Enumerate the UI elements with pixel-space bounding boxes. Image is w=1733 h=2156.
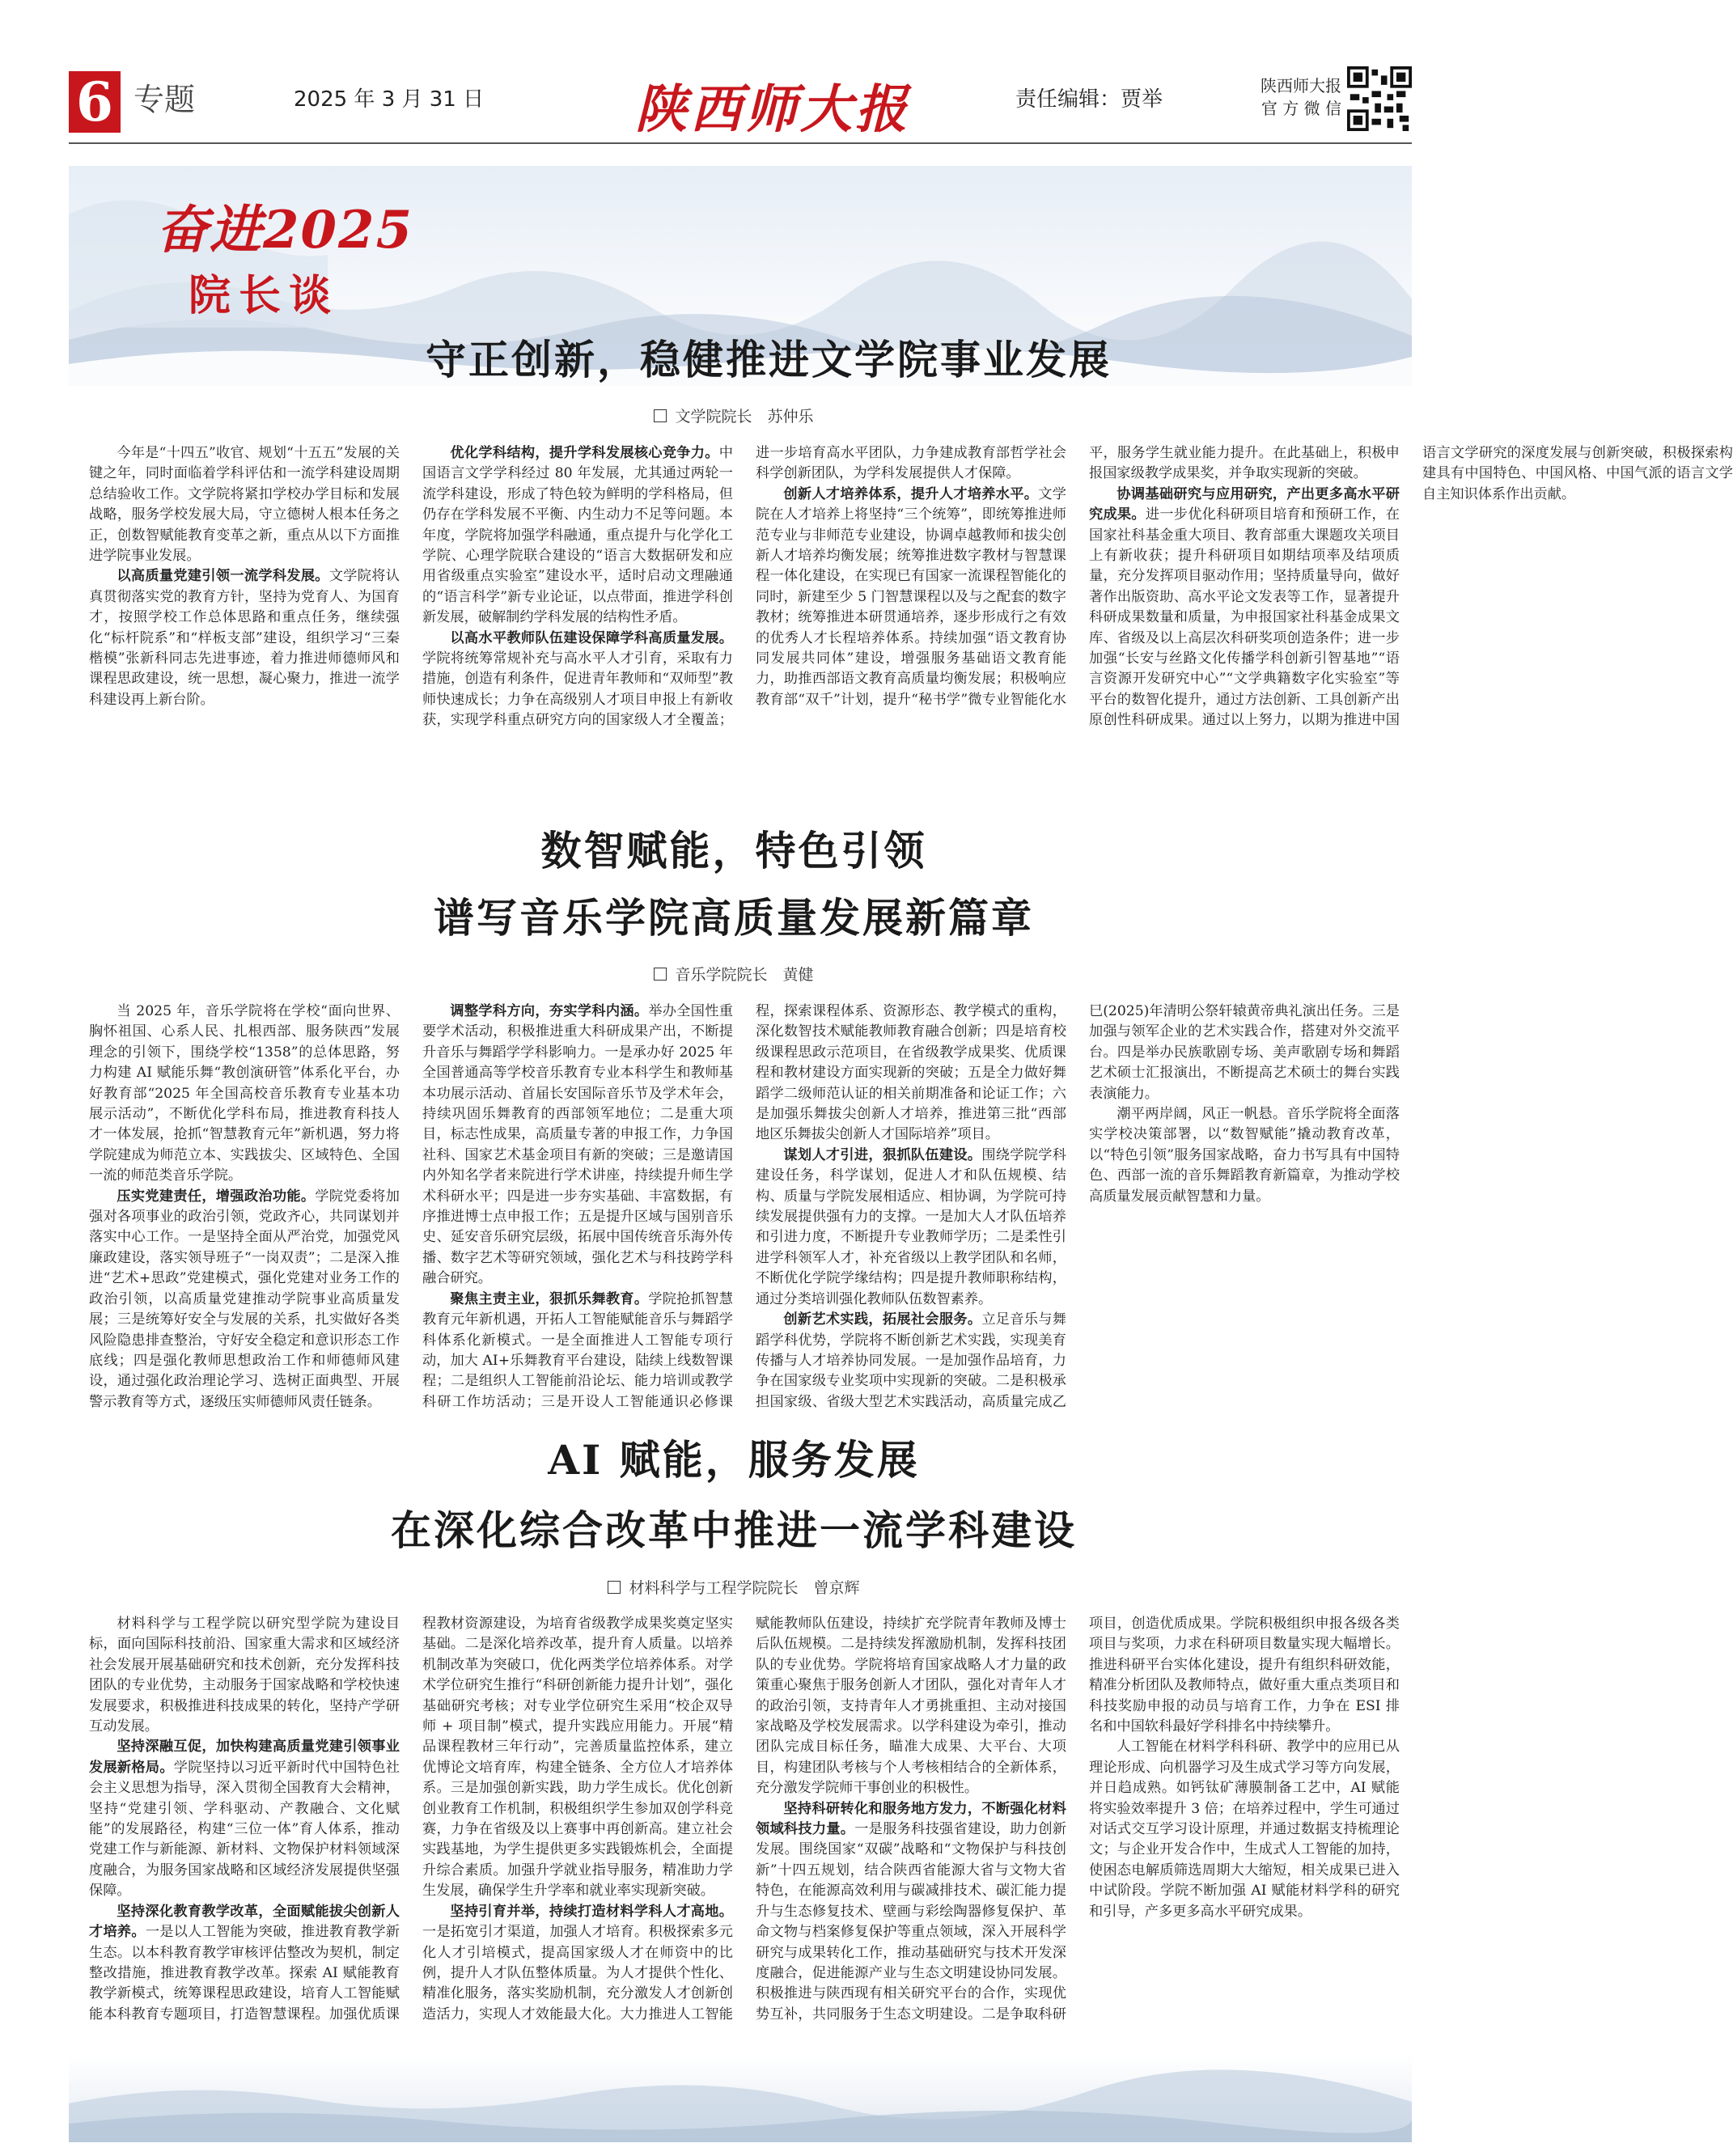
article2-byline <box>0 963 1468 985</box>
article3-byline <box>0 1576 1468 1598</box>
body-paragraph <box>1089 1737 1400 1922</box>
article1-byline <box>0 405 1468 426</box>
paragraph-heading: 以高质量党建引领一流学科发展。 <box>117 568 329 585</box>
paragraph-text: 学院党委将加强对各项事业的政治引领，党政齐心，共同谋划并落实中心工作。一是坚持全面从严治党，加强党风廉政建设，落实领导班子“一岗双责”；二是深入推进“艺术+思政”党建模式，强化党建对业务工作的政治引领，以高质量党建推动学院事业高质量发展；三是统筹好安全与发展的关系，扎实做好各类风险隐患排查整治，守好安全稳定和意识形态工作底线；四是强化教师思想政治工作和师德师风建设，通过强化政治理论学习、选树正面典型、开展警示教育等方式，逐级压实师德师风责任链条。 <box>89 1188 400 1410</box>
wechat-caption-line1: 陕西师大报 <box>1261 76 1341 95</box>
paragraph-heading: 创新艺术实践，拓展社会服务。 <box>783 1311 982 1328</box>
paragraph-heading: 坚持科研转化和服务地方发力，不断强化材料领域科技力量。 <box>756 1800 1066 1838</box>
paragraph-heading: 以高水平教师队伍建设保障学科高质量发展。 <box>450 629 733 646</box>
body-paragraph <box>89 1002 400 1187</box>
paragraph-text: 文学院将认真贯彻落实党的教育方针，坚持为党育人、为国育才，按照学校工作总体思路和重点任务，继续强化“标杆院系”和“样板支部”建设，组织学习“三秦楷模”张新科同志先进事迹，着力推进师德师风和课程思政建设，统一思想，凝心聚力，推进一流学科建设再上新台阶。 <box>89 568 400 708</box>
paragraph-heading: 协调基础研究与应用研究，产出更多高水平研究成果。 <box>1089 485 1400 523</box>
article3-body <box>89 1614 1400 2043</box>
paragraph-heading: 坚持深化教育教学改革，全面赋能拔尖创新人才培养。 <box>89 1903 400 1941</box>
body-paragraph <box>89 1737 400 1901</box>
body-paragraph <box>1089 443 1733 739</box>
paragraph-text: 材料科学与工程学院以研究型学院为建设目标，面向国际科技前沿、国家重大需求和区域经济社会发展开展基础研究和技术创新，充分发挥科技团队的专业优势，主动服务于国家战略和学校快速发展要求，积极推进科技成果的转化，坚持产学研互动发展。 <box>89 1616 400 1735</box>
body-paragraph <box>89 566 400 710</box>
footer-mountain-illustration <box>69 2055 1412 2142</box>
paragraph-heading: 调整学科方向，夯实学科内涵。 <box>450 1003 649 1019</box>
paragraph-heading: 坚持深融互促，加快构建高质量党建引领事业发展新格局。 <box>89 1739 400 1776</box>
body-paragraph <box>422 443 733 629</box>
banner-title: 奋进2025 <box>156 200 414 260</box>
paragraph-text: 学院将统筹常规补充与高水平人才引育，采取有力措施，创造有利条件，促进青年教师和“双师型”教师快速成长；力争在高级别人才项目申报上有新收获，实现学科重点研究方向的国家级人才全覆盖；进一步培育高水平团队，力争建成教育部哲学社会科学创新团队，为学科发展提供人才保障。 <box>422 445 1066 729</box>
qr-code-icon <box>1347 66 1412 131</box>
wechat-caption-line2: 官 方 微 信 <box>1261 99 1341 118</box>
body-paragraph <box>89 443 400 566</box>
paragraph-text: 一是服务科技强省建设，助力创新发展。围绕国家“双碳”战略和“文物保护与科技创新”十四五规划，结合陕西省能源大省与文物大省特色，在能源高效利用与碳减排技术、碳汇能力提升与生态修复技术、壁画与彩绘陶器修复保护、革命文物与档案修复保护等重点领域，深入开展科学研究与成果转化工作，推动基础研究与技术开发深度融合，促进能源产业与生态文明建设协同发展。积极推进与陕西现有相关研究平台的合作，实现优势互补，共同服务于生态文明建设。二是争取科研项目，创造优质成果。学院积极组织申报各级各类项目与奖项，力求在科研项目数量实现大幅增长。推进科研平台实体化建设，提升有组织科研效能，精准分析团队及教师特点，做好重大重点类项目和科技奖励申报的动员与培育工作，力争在 ESI 排名和中国软科最好学科排名中持续攀升。 <box>756 1616 1400 2023</box>
body-paragraph <box>89 1614 400 1737</box>
paragraph-text: 中国语言文学学科经过 80 年发展，尤其通过两轮一流学科建设，形成了特色较为鲜明的学科格局，但仍存在学科发展不平衡、内生动力不足等问题。本年度，学院将加强学科融通，重点提升与化学化工学院、心理学院联合建设的“语言大数据研发和应用省级重点实验室”建设水平，适时启动文理融通的“语言科学”新专业论证，以点带面，推进学科创新发展，破解制约学科发展的结构性矛盾。 <box>422 445 733 626</box>
body-paragraph <box>756 1146 1066 1310</box>
paragraph-text: 一是拓宽引才渠道，加强人才培育。积极探索多元化人才引培模式，提高国家级人才在师资中的比例，提升人才队伍整体质量。为人才提供个性化、精准化服务，落实奖励机制，充分激发人才创新创造活力，实现人才效能最大化。大力推进人工智能赋能教师队伍建设，持续扩充学院青年教师及博士后队伍规模。二是持续发挥激励机制，发挥科技团队的专业优势。学院将培育国家战略人才力量的政策重心聚焦于服务创新人才团队，强化对青年人才的政治引领，支持青年人才勇挑重担、主动对接国家战略及学校发展需求。以学科建设为牵引，推动团队完成目标任务，瞄准大成果、大平台、大项目，构建团队考核与个人考核相结合的全新体系，充分激发学院师干事创业的积极性。 <box>422 1616 1066 2023</box>
body-paragraph <box>1089 1104 1400 1207</box>
section-label: 专题 <box>133 82 196 117</box>
banner-subtitle: 院长谈 <box>189 271 340 320</box>
paragraph-text: 学院坚持以习近平新时代中国特色社会主义思想为指导，深入贯彻全国教育大会精神，坚持“党建引领、学科驱动、产教融合、文化赋能”的发展路径，构建“三位一体”育人体系，推动党建工作与新能源、新材料、文物保护材料领域深度融合，为服务国家战略和区域经济发展提供坚强保障。 <box>89 1759 400 1900</box>
paragraph-text: 围绕学院学科建设任务，科学谋划，促进人才和队伍规模、结构、质量与学院发展相适应、相协调，为学院可持续发展提供强有力的支撑。一是加大人才队伍培养和引进力度，不断提升专业教师学历；二是柔性引进学科领军人才，补充省级以上教学团队和名师，不断优化学院学缘结构；四是提升教师职称结构，通过分类培训强化教师队伍数智素养。 <box>756 1146 1066 1307</box>
paragraph-text: 潮平两岸阔，风正一帆悬。音乐学院将全面落实学校决策部署，以“数智赋能”撬动教育改革，以“特色引领”服务国家战略，奋力书写具有中国特色、西部一流的音乐舞蹈教育新篇章，为推动学校高质量发展贡献智慧和力量。 <box>1089 1106 1400 1205</box>
paragraph-heading: 创新人才培养体系，提升人才培养水平。 <box>783 485 1039 502</box>
wechat-caption <box>1246 74 1341 120</box>
article3-title-line2: 在深化综合改革中推进一流学科建设 <box>391 1506 1077 1554</box>
paragraph-heading: 聚焦主责主业，狠抓乐舞教育。 <box>450 1290 649 1307</box>
article1-title: 守正创新，稳健推进文学院事业发展 <box>426 336 1112 383</box>
responsible-editor: 责任编辑：贾举 <box>1015 87 1163 112</box>
masthead-rule <box>69 142 1412 144</box>
body-paragraph <box>422 1002 733 1290</box>
body-paragraph <box>89 1187 400 1413</box>
paragraph-text: 今年是“十四五”收官、规划“十五五”发展的关键之年，同时面临着学科评估和一流学科建设周期总结验收工作。文学院将紧扣学校办学目标和发展战略，服务学校发展大局，守立德树人根本任务之正，创数智赋能教育变革之新，重点从以下方面推进学院事业发展。 <box>89 445 400 565</box>
masthead <box>69 65 1412 138</box>
paragraph-text: 举办全国性重要学术活动，积极推进重大科研成果产出，不断提升音乐与舞蹈学学科影响力。一是承办好 2025 年全国普通高等学校音乐教育专业本科学生和教师基本功展示活动、首届长安国际音乐节及学术年会，持续巩固乐舞教育的西部领军地位；二是重大项目，标志性成果，高质量专著的申报工作，力争国社科、国家艺术基金项目有新的突破；三是邀请国内外知名学者来院进行学术讲座，持续提升师生学术科研水平；四是进一步夯实基础、丰富数据，有序推进博士点申报工作；五是提升区域与国别音乐史、延安音乐研究层级，拓展中国传统音乐海外传播、数字艺术等研究领域，强化艺术与科技跨学科融合研究。 <box>422 1003 733 1287</box>
page-number: 6 <box>69 71 121 133</box>
paragraph-text: 人工智能在材料学科科研、教学中的应用已从理论形成、向机器学习及生成式学习等方向发展，并日趋成熟。如钙钛矿薄膜制备工艺中，AI 赋能将实验效率提升 3 倍；在培养过程中，学生可通过对话式交互学习设计原理，并通过数据支持梳理论文；与企业开发合作中，生成式人工智能的加持，使困态电解质筛选周期大大缩短，相关成果已进入中试阶段。学院不断加强 AI 赋能材料学科的研究和引导，产多更多高水平研究成果。 <box>1089 1739 1400 1920</box>
article2-title-line2: 谱写音乐学院高质量发展新篇章 <box>434 894 1034 942</box>
article3-byline-text: 材料科学与工程学院院长 曾京辉 <box>629 1579 860 1597</box>
paragraph-text: 进一步优化科研项目培育和预研工作，在国家社科基金重大项目、教育部重大课题攻关项目上有新收获；提升科研项目如期结项率及结项质量，充分发挥项目驱动作用；坚持质量导向，做好著作出版资助、高水平论文发表等工作，显著提升科研成果数量和质量，为申报国家社科基金成果文库、省级及以上高层次科研奖项创造条件；进一步加强“长安与丝路文化传播学科创新引智基地”“语言资源开发研究中心”“文学典籍数字化实验室”等平台的数智化提升，通过方法创新、工具创新产出原创性科研成果。通过以上努力，以期为推进中国语言文学研究的深度发展与创新突破，积极探索构建具有中国特色、中国风格、中国气派的语言文学自主知识体系作出贡献。 <box>1089 445 1733 729</box>
paragraph-text: 一是以人工智能为突破，推进教育教学新生态。以本科教育教学审核评估整改为契机，制定整改措施，推进教育教学改革。探索 AI 赋能教育教学新模式，统筹课程思政建设，培育人工智能赋能本科教育专题项目，打造智慧课程。加强优质课程教材资源建设，为培育省级教学成果奖奠定坚实基础。二是深化培养改革，提升育人质量。以培养机制改革为突破口，优化两类学位培养体系。对学术学位研究生推行“科研创新能力提升计划”，强化基础研究考核；对专业学位研究生采用“校企双导师 + 项目制”模式，提升实践应用能力。开展“精品课程教材三年行动”，完善质量监控体系，建立优博论文培育库，构建全链条、全方位人才培养体系。三是加强创新实践，助力学生成长。优化创新创业教育工作机制，积极组织学生参加双创学科竞赛，力争在省级及以上赛事中再创新高。建立社会实践基地，为学生提供更多实践锻炼机会，全面提升综合素质。加强升学就业指导服务，精准助力学生发展，确保学生升学率和就业率实现新突破。 <box>89 1616 733 2023</box>
paragraph-text: 文学院在人才培养上将坚持“三个统筹”，即统筹推进师范专业与非师范专业建设，协调卓越教师和拔尖创新人才培养均衡发展；统筹推进数字教材与智慧课程一体化建设，在实现已有国家一流课程智能化的同时，新建至少 5 门智慧课程以及与之配套的数字教材；统筹推进本研贯通培养，逐步形成行之有效的优秀人才长程培养体系。持续加强“语文教育协同发展共同体”建设，增强服务基础语文教育能力，助推西部语文教育高质量均衡发展；积极响应教育部“双千”计划，提升“秘书学”微专业智能化水平，服务学生就业能力提升。在此基础上，积极申报国家级教学成果奖，并争取实现新的突破。 <box>756 445 1400 708</box>
paragraph-heading: 坚持引育并举，持续打造材料学科人才高地。 <box>450 1903 733 1920</box>
paragraph-heading: 优化学科结构，提升学科发展核心竞争力。 <box>450 445 719 461</box>
article2-body <box>89 1002 1400 1422</box>
article1-body <box>89 443 1733 739</box>
article1-byline-text: 文学院院长 苏仲乐 <box>675 408 814 426</box>
article3-title-line1: AI 赋能，服务发展 <box>548 1436 920 1484</box>
paragraph-heading: 压实党建责任，增强政治功能。 <box>117 1188 316 1205</box>
publication-date: 2025 年 3 月 31 日 <box>294 87 485 112</box>
paragraph-heading: 谋划人才引进，狠抓队伍建设。 <box>783 1146 982 1163</box>
paragraph-text: 当 2025 年，音乐学院将在学校“面向世界、胸怀祖国、心系人民、扎根西部、服务陕西”发展理念的引领下，围绕学校“1358”的总体思路，努力构建 AI 赋能乐舞“教创演研管”体系化平台，办好教育部“2025 年全国高校音乐教育专业基本功展示活动”，不断优化学科布局，推进教育科技人才一体发展，抢抓“智慧教育元年”新机遇，努力将学院建成为师范立本、实践拔尖、区域特色、全国一流的师范类音乐学院。 <box>89 1003 400 1184</box>
paragraph-text: 学院抢抓智慧教育元年新机遇，开拓人工智能赋能音乐与舞蹈学科体系化新模式。一是全面推进人工智能专项行动，加大 AI+乐舞教育平台建设，陆续上线数智课程；二是组织人工智能前沿论坛、能力培训或教学科研工作坊活动；三是开设人工智能通识必修课程，探索课程体系、资源形态、教学模式的重构，深化数智技术赋能教师教育融合创新；四是培育校级课程思政示范项目，在省级教学成果奖、优质课程和教材建设方面实现新的突破；五是全力做好舞蹈学二级师范认证的相关前期准备和论证工作；六是加强乐舞拔尖创新人才培养，推进第三批“西部地区乐舞拔尖创新人才国际培养”项目。 <box>422 1003 1066 1410</box>
article2-title-line1: 数智赋能，特色引领 <box>540 827 927 875</box>
article2-byline-text: 音乐学院院长 黄健 <box>675 966 814 984</box>
newspaper-logo: 陕西师大报 <box>635 79 910 140</box>
paragraph-text: 立足音乐与舞蹈学科优势，学院将不断创新艺术实践，实现美育传播与人才培养协同发展。一是加强作品培育，力争在国家级专业奖项中实现新的突破。二是积极承担国家级、省级大型艺术实践活动，高质量完成乙巳(2025)年清明公祭轩辕黄帝典礼演出任务。三是加强与领军企业的艺术实践合作，搭建对外交流平台。四是举办民族歌剧专场、美声歌剧专场和舞蹈艺术硕士汇报演出，不断提高艺术硕士的舞台实践表演能力。 <box>756 1003 1400 1410</box>
footer-landscape <box>69 2055 1412 2142</box>
